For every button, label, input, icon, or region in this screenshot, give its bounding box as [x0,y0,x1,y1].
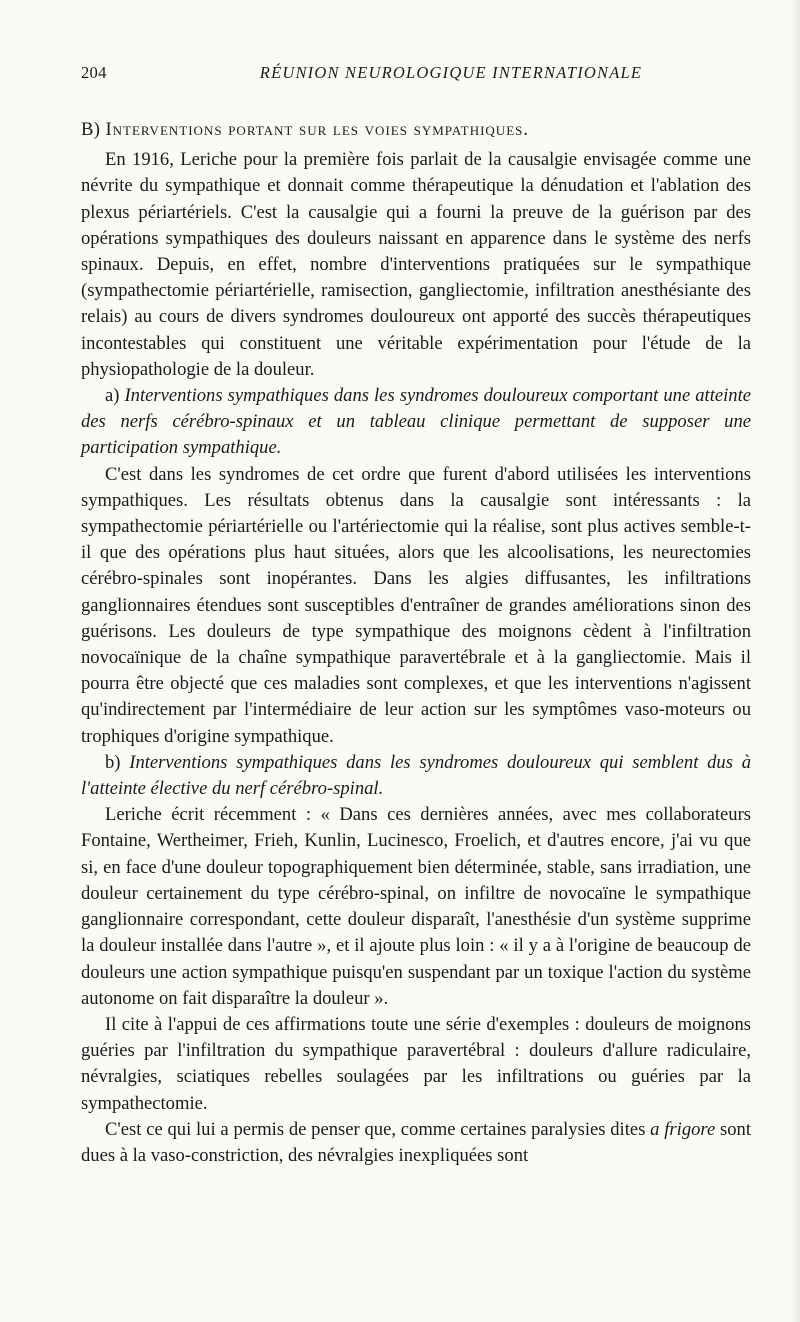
paragraph-5-start: C'est ce qui lui a permis de penser que, comme certaines paralysies dites [105,1118,646,1140]
paragraph-4: Il cite à l'appui de ces affirmations toute une série d'exemples : douleurs de moignons guéries par l'infiltration du sympathique paravertébral : douleurs d'allure radiculaire, névralgies, sciatiques rebelles soulagées par les infiltrations ou guéries par la sympathectomie. [81,1013,751,1114]
running-title: RÉUNION NEUROLOGIQUE INTERNATIONALE [259,63,643,82]
paragraph-1: En 1916, Leriche pour la première fois parlait de la causalgie envisagée comme une névrite du sympathique et donnait comme thérapeutique la dénudation et l'ablation des plexus périartériels. C'est la causalgie qui a fourni la preuve de la guérison par des opérations sympathiques des douleurs naissant en apparence dans le système des nerfs spinaux. Depuis, en effet, nombre d'interventions pratiquées sur le sympathique (sympathectomie périartérielle, ramisection, gangliectomie, infiltration anesthésiante des relais) au cours de divers syndromes douloureux ont apporté des succès thérapeutiques incontestables qui constituent une véritable expérimentation pour l'étude de la physiopathologie de la douleur. [81,149,751,380]
subheading-a [81,383,751,462]
subheading-a-label: a) [105,385,120,407]
body-text [81,117,751,1169]
paragraph-5-italic: a frigore [650,1118,716,1140]
section-label: B) [81,119,101,140]
subheading-b-title: Interventions sympathiques dans les syndromes douloureux qui semblent dus à l'atteinte élective du nerf cérébro-spinal. [81,751,751,800]
paragraph-3: Leriche écrit récemment : « Dans ces dernières années, avec mes collaborateurs Fontaine, Wertheimer, Frieh, Kunlin, Lucinesco, Froelich, et d'autres encore, j'ai vu que si, en face d'une douleur topographiquement bien déterminée, stable, sans irradiation, une douleur certainement du type cérébro-spinal, on infiltre de novocaïne le sympathique ganglionnaire correspondant, cette douleur disparaît, l'anesthésie d'un système supprime la douleur installée dans l'autre », et il ajoute plus loin : « il y a à l'origine de beaucoup de douleurs une action sympathique puisqu'en suspendant par un toxique l'action du système autonome on fait disparaître la douleur ». [81,804,751,1009]
scan-edge-shadow [792,0,800,1322]
page-number: 204 [81,63,107,82]
paragraph-5 [81,1117,751,1169]
paragraph-2: C'est dans les syndromes de cet ordre que furent d'abord utilisées les interventions sympathiques. Les résultats obtenus dans la causalgie sont intéressants : la sympathectomie périartérielle ou l'artériectomie qui la réalise, sont plus actives semble-t-il que des opérations plus haut situées, alors que les alcoolisations, les neurectomies cérébro-spinales sont inopérantes. Dans les algies diffusantes, les infiltrations ganglionnaires étendues sont susceptibles d'entraîner de grandes améliorations sinon des guérisons. Les douleurs de type sympathique des moignons cèdent à l'infiltration novocaïnique de la chaîne sympathique paravertébrale et à la gangliectomie. Mais il pourra être objecté que ces maladies sont complexes, et que les interventions n'agissent qu'indirectement par l'intermédiaire de leur action sur les symptômes vaso-moteurs ou trophiques d'origine sympathique. [81,463,751,747]
section-heading [81,117,751,143]
running-header [81,63,751,87]
subheading-b-label: b) [105,751,121,773]
subheading-b [81,750,751,802]
section-title: Interventions portant sur les voies sympathiques. [105,119,530,140]
subheading-a-title: Interventions sympathiques dans les syndromes douloureux comportant une atteinte des nerfs cérébro-spinaux et un tableau clinique permettant de supposer une participation sympathique. [81,385,751,459]
paragraph-5-end: sont dues à la vaso-constriction, des névralgies inexpliquées sont [81,1118,752,1166]
